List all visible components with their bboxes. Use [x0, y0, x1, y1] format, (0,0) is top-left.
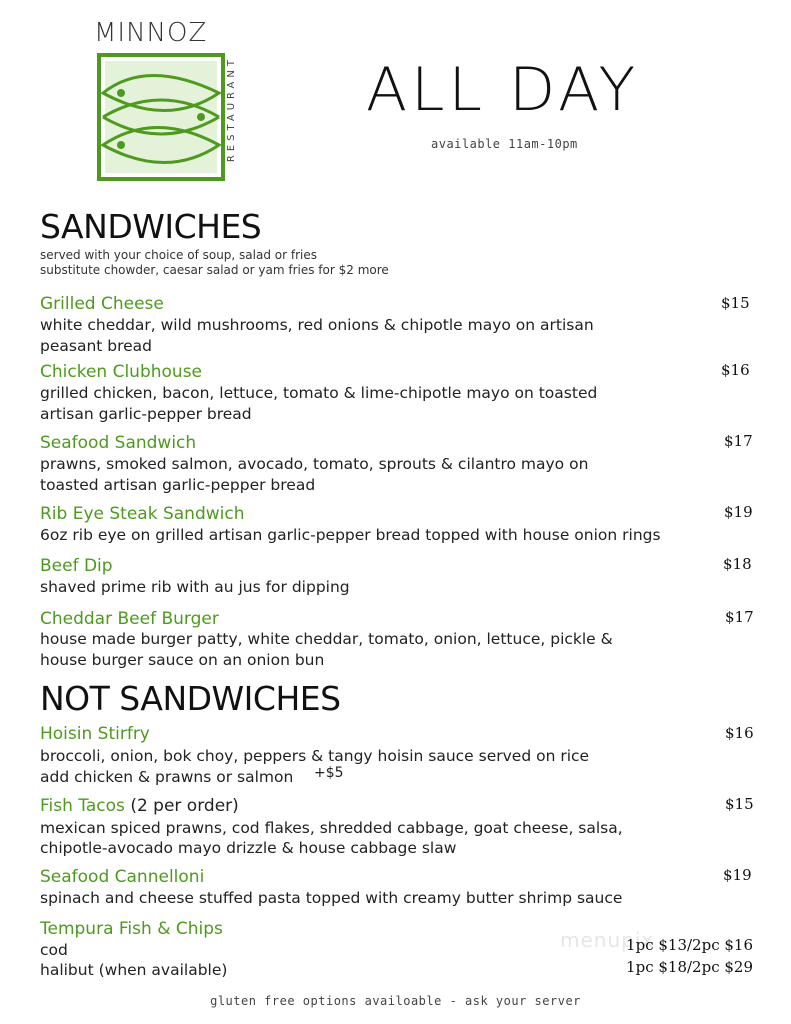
- menu-item-name: Chicken Clubhouse: [40, 362, 203, 382]
- logo-subtitle: RESTAURANT: [226, 56, 237, 163]
- menu-item-name: Tempura Fish & Chips: [40, 919, 223, 939]
- menu-title: ALL DAY: [366, 55, 640, 125]
- menu-item-name: Beef Dip: [40, 556, 113, 576]
- menu-item-price: $16: [721, 361, 750, 379]
- restaurant-logo: [94, 18, 254, 188]
- menu-item-description: spinach and cheese stuffed pasta topped with creamy butter shrimp sauce: [40, 889, 623, 907]
- menu-item-description: peasant bread: [40, 337, 153, 355]
- menu-item-name-text: Fish Tacos: [40, 796, 125, 816]
- menu-item-name: Seafood Sandwich: [40, 433, 197, 453]
- menu-item-description: chipotle-avocado mayo drizzle & house cabbage slaw: [40, 839, 457, 857]
- watermark: menupix: [560, 928, 655, 952]
- menu-item-description: prawns, smoked salmon, avocado, tomato, sprouts & cilantro mayo on: [40, 455, 589, 473]
- menu-item-description: artisan garlic-pepper bread: [40, 405, 252, 423]
- section-note: substitute chowder, caesar salad or yam fries for $2 more: [40, 263, 389, 277]
- menu-item-price: $15: [725, 795, 754, 813]
- menu-item-name: Cheddar Beef Burger: [40, 609, 219, 629]
- menu-item-description: mexican spiced prawns, cod flakes, shredded cabbage, goat cheese, salsa,: [40, 819, 623, 837]
- menu-item-name: Rib Eye Steak Sandwich: [40, 504, 245, 524]
- menu-item-price: $18: [723, 555, 752, 573]
- menu-item-price: $16: [725, 724, 754, 742]
- menu-item-description: add chicken & prawns or salmon: [40, 768, 294, 786]
- logo-wordmark: MINNOZ: [94, 18, 208, 48]
- menu-item-description: broccoli, onion, bok choy, peppers & tangy hoisin sauce served on rice: [40, 747, 590, 765]
- menu-item-price: 1pc $13/2pc $16: [626, 936, 753, 954]
- menu-item-description: white cheddar, wild mushrooms, red onions & chipotle mayo on artisan: [40, 316, 594, 334]
- section-note: served with your choice of soup, salad or fries: [40, 248, 317, 262]
- fish-logo-icon: [97, 53, 225, 181]
- menu-hours: available 11am-10pm: [431, 137, 578, 151]
- menu-item-price: $15: [721, 294, 750, 312]
- menu-item-price: $19: [724, 503, 753, 521]
- menu-item-description: halibut (when available): [40, 961, 228, 979]
- menu-item-price: $19: [723, 866, 752, 884]
- menu-item-description: house made burger patty, white cheddar, tomato, onion, lettuce, pickle &: [40, 630, 613, 648]
- menu-item-description: cod: [40, 941, 68, 959]
- menu-item-description: shaved prime rib with au jus for dipping: [40, 578, 350, 596]
- menu-item-name: Grilled Cheese: [40, 294, 164, 314]
- menu-item-description: grilled chicken, bacon, lettuce, tomato & lime-chipotle mayo on toasted: [40, 384, 598, 402]
- menu-item-name: Hoisin Stirfry: [40, 724, 150, 744]
- menu-item-addon-price: +$5: [314, 765, 344, 781]
- menu-item-description: 6oz rib eye on grilled artisan garlic-pepper bread topped with house onion rings: [40, 526, 661, 544]
- menu-item-price: 1pc $18/2pc $29: [626, 958, 753, 976]
- menu-item-description: toasted artisan garlic-pepper bread: [40, 476, 316, 494]
- menu-item-price: $17: [724, 432, 753, 450]
- menu-item-description: house burger sauce on an onion bun: [40, 651, 325, 669]
- menu-item-name: [40, 796, 239, 816]
- menu-item-name: Seafood Cannelloni: [40, 867, 205, 887]
- menu-item-name-suffix: (2 per order): [130, 796, 239, 816]
- menu-item-price: $17: [725, 608, 754, 626]
- section-title-sandwiches: SANDWICHES: [40, 207, 262, 246]
- section-title-not-sandwiches: NOT SANDWICHES: [40, 679, 341, 718]
- footer-note: gluten free options availoable - ask your server: [210, 994, 581, 1008]
